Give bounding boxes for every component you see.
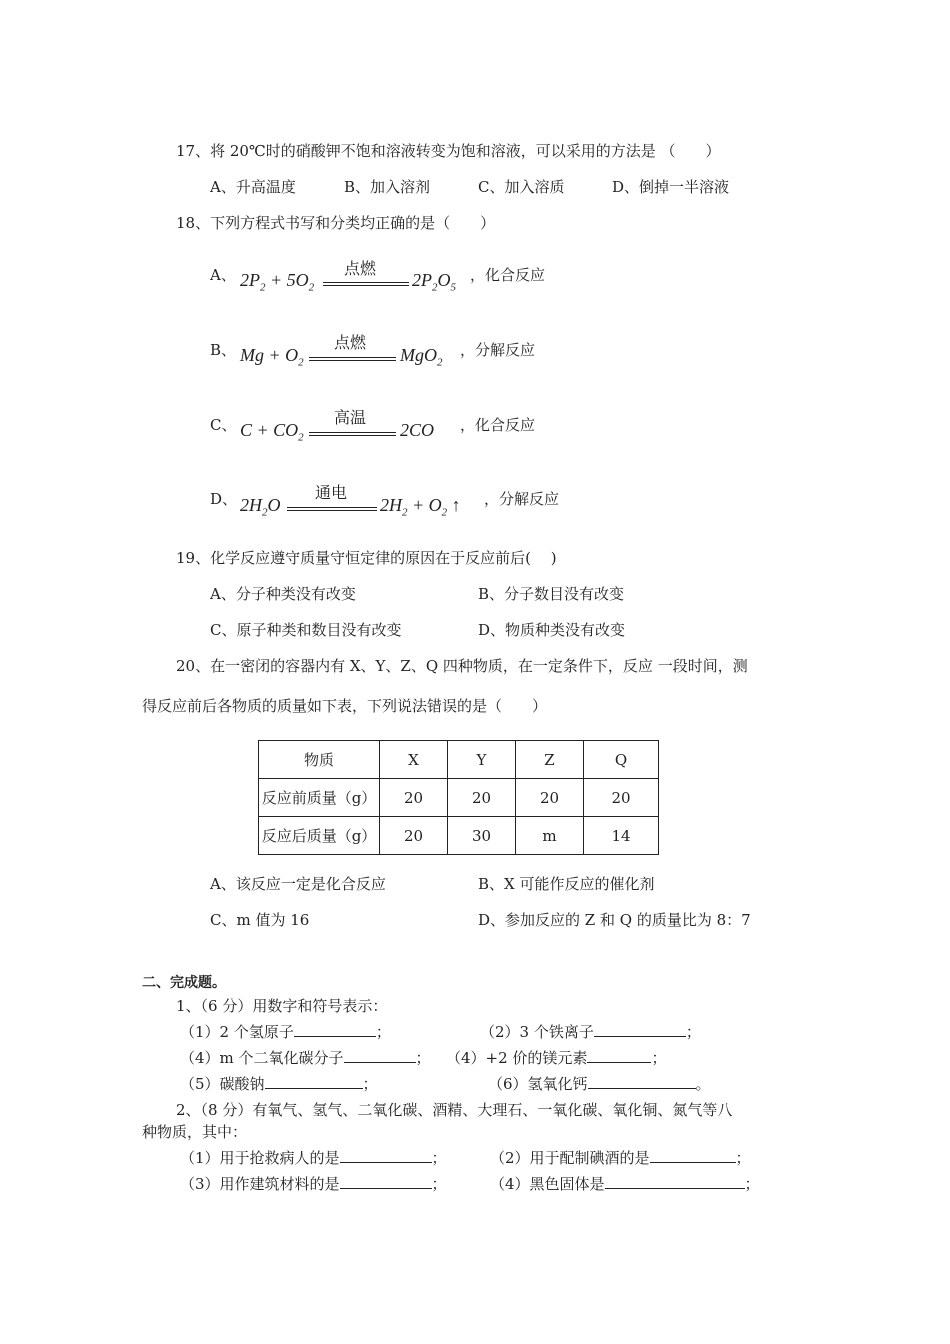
- answer-blank[interactable]: [265, 1074, 363, 1089]
- q18-equation-d-equals-sign: [287, 507, 377, 511]
- q17-option-a: A、升高温度: [210, 178, 296, 196]
- section2-q2-stem-line2: 种物质，其中：: [142, 1123, 248, 1141]
- q20-option-c: C、m 值为 16: [210, 911, 310, 929]
- s2-q1-item-4: （4）+2 价的镁元素 ；: [446, 1049, 667, 1067]
- answer-blank[interactable]: [650, 1148, 736, 1163]
- table-header-cell: 物质: [259, 741, 380, 779]
- table-cell: 14: [584, 817, 659, 855]
- table-cell: 20: [380, 779, 448, 817]
- answer-blank[interactable]: [594, 1022, 686, 1037]
- q20-mass-table: [258, 740, 659, 855]
- answer-blank[interactable]: [340, 1174, 432, 1189]
- q18-equation-c-equals-sign: [309, 432, 396, 436]
- section2-q2-stem-line1: 2、（8 分）有氧气、氢气、二氧化碳、酒精、大理石、一氧化碳、氧化铜、氮气等八: [176, 1101, 733, 1119]
- s2-q1-item-5: （5）碳酸钠 ；: [180, 1075, 378, 1093]
- table-header-cell: Z: [516, 741, 584, 779]
- table-cell: 20: [584, 779, 659, 817]
- answer-blank[interactable]: [588, 1074, 696, 1089]
- table-header-cell: Y: [448, 741, 516, 779]
- table-row: [259, 817, 659, 855]
- section2-title: 二、完成题。: [142, 975, 226, 991]
- q18-equation-a-condition: 点燃: [344, 259, 377, 278]
- q18-equation-c-lhs: $C + CO_2$: [240, 420, 304, 444]
- q18-equation-c-condition: 高温: [334, 408, 367, 427]
- q17-option-d: D、倒掉一半溶液: [612, 178, 730, 196]
- table-cell: 20: [448, 779, 516, 817]
- q18-stem: 18、下列方程式书写和分类均正确的是（ ）: [176, 214, 496, 232]
- section2-q1-stem: 1、（6 分）用数字和符号表示：: [176, 997, 388, 1015]
- q20-stem-line1: 20、在一密闭的容器内有 X、Y、Z、Q 四种物质，在一定条件下，反应 一段时间，测: [176, 657, 748, 675]
- q19-option-a: A、分子种类没有改变: [210, 585, 356, 603]
- q18-equation-b-rhs: MgO$_2$: [400, 345, 443, 369]
- q19-option-c: C、原子种类和数目没有改变: [210, 621, 402, 639]
- table-cell: 20: [516, 779, 584, 817]
- answer-blank[interactable]: [605, 1174, 745, 1189]
- q18-equation-d-type: ，分解反应: [484, 490, 560, 508]
- q18-option-a-label: A、: [210, 266, 236, 284]
- q20-stem-line2: 得反应前后各物质的质量如下表，下列说法错误的是（ ）: [142, 697, 548, 715]
- q19-option-b: B、分子数目没有改变: [478, 585, 625, 603]
- q18-option-c-label: C、: [210, 416, 237, 434]
- s2-q2-item-3: （3）用作建筑材料的是 ；: [180, 1175, 447, 1193]
- q17-option-c: C、加入溶质: [478, 178, 565, 196]
- q19-option-d: D、物质种类没有改变: [478, 621, 626, 639]
- q18-equation-d-rhs: $2H_2 + O_2$ ↑: [380, 495, 461, 519]
- answer-blank[interactable]: [294, 1022, 376, 1037]
- answer-blank[interactable]: [587, 1048, 651, 1063]
- table-row: [259, 779, 659, 817]
- s2-q2-item-1: （1）用于抢救病人的是 ；: [180, 1149, 447, 1167]
- answer-blank[interactable]: [344, 1048, 416, 1063]
- table-cell: m: [516, 817, 584, 855]
- q20-option-a: A、该反应一定是化合反应: [210, 875, 386, 893]
- q20-option-d: D、参加反应的 Z 和 Q 的质量比为 8：7: [478, 911, 751, 929]
- q18-equation-a-type: ，化合反应: [470, 266, 546, 284]
- answer-blank[interactable]: [340, 1148, 432, 1163]
- q18-option-d-label: D、: [210, 490, 238, 508]
- table-cell: 20: [380, 817, 448, 855]
- s2-q1-item-6: （6）氢氧化钙 。: [488, 1075, 711, 1093]
- q17-stem: 17、将 20℃时的硝酸钾不饱和溶液转变为饱和溶液，可以采用的方法是 （ ）: [176, 142, 721, 160]
- table-cell: 反应后质量（g）: [259, 817, 380, 855]
- gas-arrow-icon: ↑: [451, 495, 461, 515]
- q18-equation-c-type: ，化合反应: [460, 416, 536, 434]
- s2-q1-item-2: （2）3 个铁离子 ；: [480, 1023, 701, 1041]
- table-cell: 反应前质量（g）: [259, 779, 380, 817]
- q18-equation-b-condition: 点燃: [334, 333, 367, 352]
- s2-q1-item-3: （4）m 个二氧化碳分子 ；: [180, 1049, 431, 1067]
- s2-q1-item-1: （1）2 个氢原子 ；: [180, 1023, 391, 1041]
- table-header-row: [259, 741, 659, 779]
- q18-equation-a-equals-sign: [323, 282, 409, 286]
- q18-equation-c-rhs: 2CO: [400, 420, 435, 440]
- s2-q2-item-4: （4）黑色固体是 ；: [490, 1175, 760, 1193]
- s2-q2-item-2: （2）用于配制碘酒的是 ；: [490, 1149, 751, 1167]
- q18-equation-d-condition: 通电: [315, 483, 348, 502]
- q18-equation-a-lhs: $2P_2 + 5O_2$: [240, 270, 315, 294]
- q19-stem: 19、化学反应遵守质量守恒定律的原因在于反应前后( ): [176, 549, 557, 567]
- q18-option-b-label: B、: [210, 341, 237, 359]
- q17-option-b: B、加入溶剂: [344, 178, 431, 196]
- q18-equation-d-lhs: $2H_2O$: [240, 495, 281, 519]
- q18-equation-b-type: ，分解反应: [460, 341, 536, 359]
- q18-equation-b-lhs: $Mg + O_2$: [240, 345, 304, 369]
- table-header-cell: X: [380, 741, 448, 779]
- q20-option-b: B、X 可能作反应的催化剂: [478, 875, 655, 893]
- table-header-cell: Q: [584, 741, 659, 779]
- q18-equation-a-rhs: $2P_2O_5$: [412, 270, 456, 294]
- table-cell: 30: [448, 817, 516, 855]
- q18-equation-b-equals-sign: [309, 357, 396, 361]
